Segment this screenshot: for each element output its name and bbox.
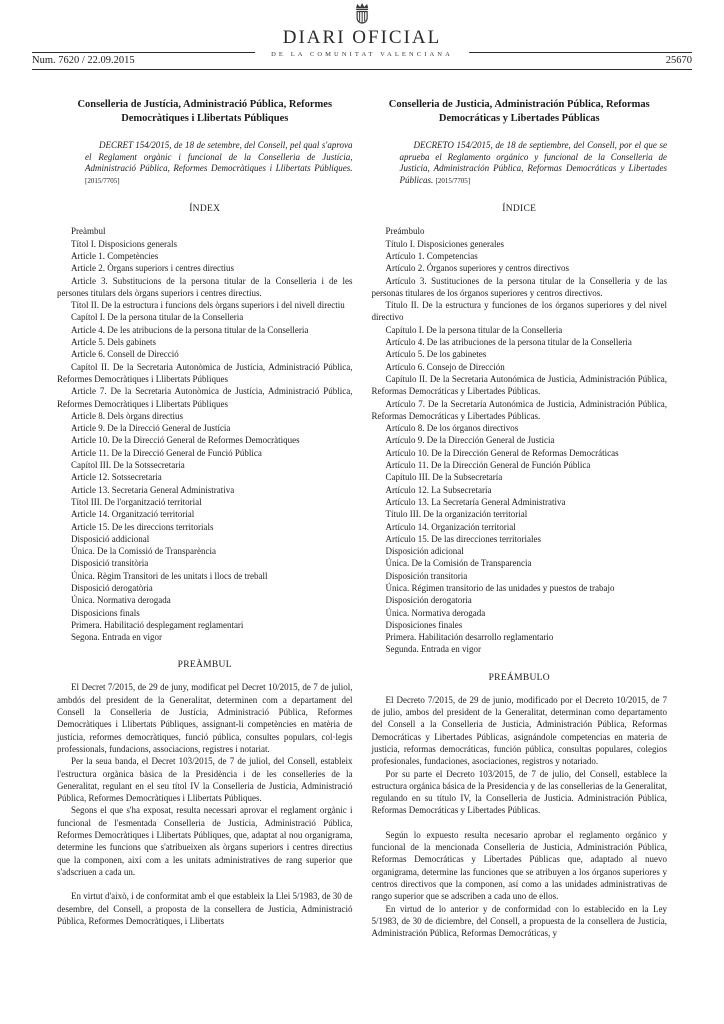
index-item: Capítulo II. De la Secretaria Autonómica de Justicia, Administración Pública, Reformas Democráticas y Libertades Públicas. xyxy=(371,373,667,397)
column-valencian xyxy=(57,98,353,939)
index-item: Título III. De la organización territorial xyxy=(385,509,528,520)
index-item: Capítol III. De la Sotssecretaria xyxy=(71,460,185,471)
preamble-heading: PREÀMBUL xyxy=(177,660,232,671)
body-paragraph: Per la seua banda, el Decret 103/2015, de 7 de juliol, del Consell, estableix l'estructura orgànica bàsica de la Presidència i de les conselleries de la Generalitat, regulant en el seu títol IV la Conselleria de Justícia, Administració Pública, Reformes Democràtiques i Llibertats Públiques. xyxy=(57,756,353,804)
preamble-paragraphs xyxy=(372,694,668,940)
issue-number: Num. 7620 / 22.09.2015 xyxy=(32,55,135,66)
index-item: Article 2. Òrgans superiors i centres directius xyxy=(71,263,235,274)
index-item: Única. De la Comisión de Transparencia xyxy=(385,558,532,569)
decree-text: DECRET 154/2015, de 18 de setembre, del Consell, pel qual s'aprova el Reglament orgànic i funcional de la Conselleria de Justícia, Administració Pública, Reformes Democràtiques i Llibertats Públiques. xyxy=(85,140,353,174)
index-item: Artículo 6. Consejo de Dirección xyxy=(385,361,505,372)
index-heading: ÍNDEX xyxy=(189,204,221,215)
index-item: Article 12. Sotssecretaria xyxy=(71,472,162,483)
department-title: Conselleria de Justicia, Administración Pública, Reformas Democráticas y Libertades Públicas xyxy=(388,99,650,124)
decree-abstract xyxy=(400,140,668,187)
column-spanish xyxy=(372,98,668,939)
index-item: Article 9. De la Direcció General de Justícia xyxy=(71,423,231,434)
two-column-body xyxy=(32,84,692,939)
index-item: Preàmbul xyxy=(71,226,106,237)
body-paragraph: El Decret 7/2015, de 29 de juny, modificat pel Decret 10/2015, de 7 de juliol, ambdós del president de la Generalitat, determinen com a departament del Consell la Conselleria de Justícia, Administració Pública, Reformes Democràtiques i Llibertats Públiques, assignant-li competències en matèria de justícia, reformes democràtiques, funció pública, consultes populars, col·legis professionals, fundacions, associacions, registres i notariat. xyxy=(57,682,353,754)
generalitat-crest-icon xyxy=(352,2,372,26)
index-item: Artículo 10. De la Dirección General de Reformas Democráticas xyxy=(385,447,619,458)
masthead xyxy=(255,2,469,58)
index-item: Article 6. Consell de Direcció xyxy=(71,349,179,360)
preamble-heading: PREÁMBULO xyxy=(488,672,550,683)
index-item: Article 14. Organització territorial xyxy=(71,509,195,520)
index-item: Única. Règim Transitori de les unitats i llocs de treball xyxy=(71,570,268,581)
index-item: Artículo 9. De la Dirección General de Justicia xyxy=(385,435,555,446)
body-paragraph: Según lo expuesto resulta necesario aprobar el reglamento orgánico y funcional de la mencionada Conselleria de Justicia, Administración Pública, Reformas Democráticas y Libertades Públicas que, adaptado al nuevo organigrama, determine las funciones que se atribuyen a los órganos superiores y centros directivos que la componen, así como a las unidades administrativas de rango superior que se adscriben a cada uno de ellos. xyxy=(371,829,667,902)
masthead-subtitle: DE LA COMUNITAT VALENCIANA xyxy=(271,51,453,58)
index-item: Segona. Entrada en vigor xyxy=(71,632,162,643)
department-title: Conselleria de Justícia, Administració Pública, Reformes Democràtiques i Llibertats Públiques xyxy=(77,99,333,124)
index-item: Article 4. De les atribucions de la persona titular de la Conselleria xyxy=(71,324,309,335)
index-item: Artículo 15. De las direcciones territoriales xyxy=(385,533,541,544)
index-item: Disposicions finals xyxy=(71,607,140,618)
index-item: Única. De la Comissió de Transparència xyxy=(71,546,216,557)
decree-abstract xyxy=(85,140,353,187)
index-item: Disposiciones finales xyxy=(385,619,463,630)
body-paragraph: El Decreto 7/2015, de 29 de junio, modificado por el Decreto 10/2015, de 7 de julio, ambos del president de la Generalitat, determinan como departamento del Consell a la Conselleria de Justicia, Administración Pública, Reformas Democráticas y Libertades Públicas, asignándole competencias en materia de justicia, reformas democráticas, función pública, consultas populares, colegios profesionales, fundaciones, asociaciones, registros y notariado. xyxy=(371,694,667,767)
index-item: Artículo 8. De los órganos directivos xyxy=(385,423,519,434)
index-item: Única. Régimen transitorio de las unidades y puestos de trabajo xyxy=(385,582,615,593)
index-list xyxy=(372,225,668,655)
index-item: Article 8. Dels òrgans directius xyxy=(71,410,184,421)
index-item: Artículo 7. De la Secretaría Autonómica de Justicia, Administración Pública, Reformas Democráticas y Libertades Públicas. xyxy=(371,398,667,421)
header-rule-bottom xyxy=(32,69,692,70)
index-item: Disposició transitòria xyxy=(71,558,149,569)
body-paragraph: En virtut d'això, i de conformitat amb el que estableix la Llei 5/1983, de 30 de desembre, del Consell, a proposta de la consellera de Justícia, Administració Pública, Reformes Democràtiques, i Llibertats xyxy=(57,891,353,926)
index-item: Única. Normativa derogada xyxy=(71,595,171,606)
decree-reference: [2015/7705] xyxy=(435,176,471,185)
index-item: Título I. Disposiciones generales xyxy=(385,238,504,249)
index-item: Article 3. Substitucions de la persona titular de la Conselleria i de les persones titulars dels òrgans superiors i centres directius. xyxy=(57,275,353,298)
index-item: Disposición derogatoria xyxy=(385,595,472,606)
index-item: Títol I. Disposicions generals xyxy=(71,238,177,249)
index-item: Única. Normativa derogada xyxy=(385,607,486,618)
preamble-paragraphs xyxy=(57,681,353,927)
index-item: Article 15. De les direccions territorials xyxy=(71,521,214,532)
index-item: Artículo 12. La Subsecretaría xyxy=(385,484,492,495)
index-item: Article 7. De la Secretaria Autonòmica de Justícia, Administració Pública, Reformes Democràtiques i Llibertats Públiques xyxy=(57,386,353,409)
index-list xyxy=(57,225,353,643)
index-item: Article 11. De la Direcció General de Funció Pública xyxy=(71,447,262,458)
index-item: Artículo 4. De las atribuciones de la persona titular de la Conselleria xyxy=(385,337,632,348)
index-item: Disposició derogatòria xyxy=(71,582,153,593)
index-item: Article 13. Secretaria General Administrativa xyxy=(71,484,235,495)
index-item: Artículo 13. La Secretaría General Administrativa xyxy=(385,496,566,507)
index-item: Artículo 3. Sustituciones de la persona titular de la Conselleria y de las personas titulares de los órganos superiores y centros directivos. xyxy=(371,275,667,298)
index-item: Article 10. De la Direcció General de Reformes Democràtiques xyxy=(71,435,300,446)
index-item: Preámbulo xyxy=(385,226,425,237)
decree-text: DECRETO 154/2015, de 18 de septiembre, del Consell, por el que se aprueba el Reglamento orgánico y funcional de la Conselleria de Justicia, Administración Pública, Reformas Democráticas y Libertades Públicas. xyxy=(399,140,667,185)
index-item: Artículo 11. De la Dirección General de Función Pública xyxy=(385,460,591,471)
index-item: Disposició addicional xyxy=(71,533,150,544)
page-number: 25670 xyxy=(665,55,692,66)
decree-reference: [2015/7705] xyxy=(85,176,120,185)
index-item: Disposición adicional xyxy=(385,546,464,557)
index-heading: ÍNDICE xyxy=(502,204,537,215)
index-item: Artículo 2. Órganos superiores y centros directivos xyxy=(385,263,570,274)
body-paragraph: En virtud de lo anterior y de conformidad con lo establecido en la Ley 5/1983, de 30 de diciembre, del Consell, a propuesta de la consellera de Justicia, Administración Pública, Reformas Democráticas, y xyxy=(371,903,667,939)
index-item: Títol II. De la estructura i funcions dels òrgans superiors i del nivell directiu xyxy=(71,300,345,311)
index-item: Article 5. Dels gabinets xyxy=(71,337,156,348)
index-item: Títol III. De l'organització territorial xyxy=(71,496,202,507)
index-item: Capítulo I. De la persona titular de la Conselleria xyxy=(385,324,563,335)
index-item: Primera. Habilitació desplegament reglamentari xyxy=(71,619,244,630)
index-item: Disposición transitoria xyxy=(385,570,468,581)
body-paragraph: Segons el que s'ha exposat, resulta necessari aprovar el reglament orgànic i funcional de l'esmentada Conselleria de Justícia, Administració Pública, Reformes Democràtiques i Llibertats Públiques, que, adaptat al nou organigrama, determine les funcions que s'atribueixen als òrgans superiors i centres directius que la componen, així com a les unitats administratives de rang superior que s'adscriuen a cada un. xyxy=(57,805,353,877)
index-item: Segunda. Entrada en vigor xyxy=(385,644,481,655)
masthead-title: DIARI OFICIAL xyxy=(282,27,442,48)
index-item: Article 1. Competències xyxy=(71,250,159,261)
index-item: Capítol I. De la persona titular de la Conselleria xyxy=(71,312,244,323)
index-item: Artículo 1. Competencias xyxy=(385,250,478,261)
index-item: Artículo 5. De los gabinetes xyxy=(385,349,487,360)
index-item: Primera. Habilitación desarrollo reglamentario xyxy=(385,632,554,643)
body-paragraph: Por su parte el Decreto 103/2015, de 7 de julio, del Consell, establece la estructura orgánica básica de la Presidencia y de las consellerias de la Generalitat, regulando en su título IV, la Conselleria de Justicia. Administración Pública, Reformas Democráticas y Libertades Públicas. xyxy=(371,768,667,816)
index-item: Artículo 14. Organización territorial xyxy=(385,521,516,532)
index-item: Capítol II. De la Secretaria Autonòmica de Justícia, Administració Pública, Reformes Democràtiques i Llibertats Públiques xyxy=(57,361,353,384)
index-item: Capítulo III. De la Subsecretaría xyxy=(385,472,503,483)
index-item: Título II. De la estructura y funciones de los órganos superiores y del nivel directivo xyxy=(371,300,667,323)
page-header xyxy=(32,0,692,84)
